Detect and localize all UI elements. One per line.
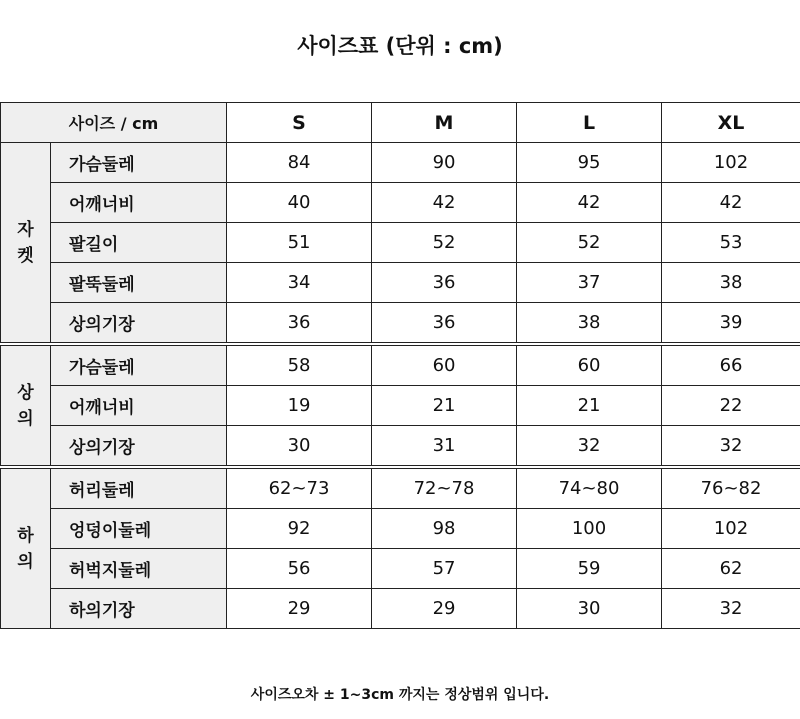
measurement-value: 76~82 [662,469,800,509]
measurement-value: 30 [517,589,662,629]
table-row [1,549,800,589]
table-row [1,589,800,629]
measurement-label: 팔길이 [51,223,227,263]
measurement-value: 74~80 [517,469,662,509]
measurement-value: 30 [227,426,372,466]
measurement-value: 32 [517,426,662,466]
measurement-value: 58 [227,346,372,386]
measurement-value: 95 [517,143,662,183]
measurement-value: 57 [372,549,517,589]
measurement-value: 32 [662,589,800,629]
measurement-value: 38 [517,303,662,343]
table-row [1,509,800,549]
table-row [1,426,800,466]
size-header-l: L [517,103,662,143]
measurement-value: 52 [517,223,662,263]
measurement-value: 38 [662,263,800,303]
measurement-value: 52 [372,223,517,263]
measurement-value: 42 [662,183,800,223]
page-title: 사이즈표 (단위 : cm) [297,34,503,58]
measurement-label: 팔뚝둘레 [51,263,227,303]
measurement-value: 36 [372,263,517,303]
measurement-value: 84 [227,143,372,183]
measurement-value: 31 [372,426,517,466]
group-label [1,469,51,629]
measurement-value: 62~73 [227,469,372,509]
measurement-value: 90 [372,143,517,183]
measurement-value: 59 [517,549,662,589]
group-label [1,346,51,466]
measurement-label: 허리둘레 [51,469,227,509]
size-header-s: S [227,103,372,143]
measurement-label: 가슴둘레 [51,143,227,183]
measurement-label: 하의기장 [51,589,227,629]
measurement-value: 32 [662,426,800,466]
group-label [1,143,51,343]
group-label-text: 자켓 [17,219,34,266]
measurement-value: 22 [662,386,800,426]
measurement-value: 29 [227,589,372,629]
group-label-text: 상의 [17,382,34,429]
size-tolerance-note: 사이즈오차 ± 1~3cm 까지는 정상범위 입니다. [250,687,550,703]
measurement-value: 39 [662,303,800,343]
measurement-value: 100 [517,509,662,549]
measurement-value: 42 [517,183,662,223]
header-row [1,103,800,143]
measurement-value: 21 [517,386,662,426]
table-row [1,263,800,303]
measurement-value: 53 [662,223,800,263]
table-row [1,303,800,343]
measurement-label: 어깨너비 [51,183,227,223]
measurement-value: 51 [227,223,372,263]
size-header-m: M [372,103,517,143]
measurement-label: 허벅지둘레 [51,549,227,589]
measurement-value: 19 [227,386,372,426]
measurement-value: 37 [517,263,662,303]
measurement-value: 42 [372,183,517,223]
measurement-value: 29 [372,589,517,629]
table-row [1,386,800,426]
measurement-value: 56 [227,549,372,589]
measurement-value: 62 [662,549,800,589]
measurement-label: 어깨너비 [51,386,227,426]
measurement-value: 60 [372,346,517,386]
table-row [1,469,800,509]
measurement-value: 36 [227,303,372,343]
size-header-xl: XL [662,103,800,143]
measurement-value: 102 [662,143,800,183]
size-table [0,102,800,629]
table-row [1,143,800,183]
measurement-value: 21 [372,386,517,426]
measurement-value: 98 [372,509,517,549]
measurement-value: 72~78 [372,469,517,509]
measurement-label: 가슴둘레 [51,346,227,386]
group-label-text: 하의 [17,525,34,572]
measurement-value: 40 [227,183,372,223]
measurement-label: 상의기장 [51,426,227,466]
measurement-value: 66 [662,346,800,386]
measurement-value: 102 [662,509,800,549]
measurement-label: 엉덩이둘레 [51,509,227,549]
measurement-value: 92 [227,509,372,549]
table-row [1,223,800,263]
measurement-label: 상의기장 [51,303,227,343]
size-unit-header: 사이즈 / cm [1,103,227,143]
table-row [1,183,800,223]
measurement-value: 36 [372,303,517,343]
table-row [1,346,800,386]
measurement-value: 60 [517,346,662,386]
measurement-value: 34 [227,263,372,303]
